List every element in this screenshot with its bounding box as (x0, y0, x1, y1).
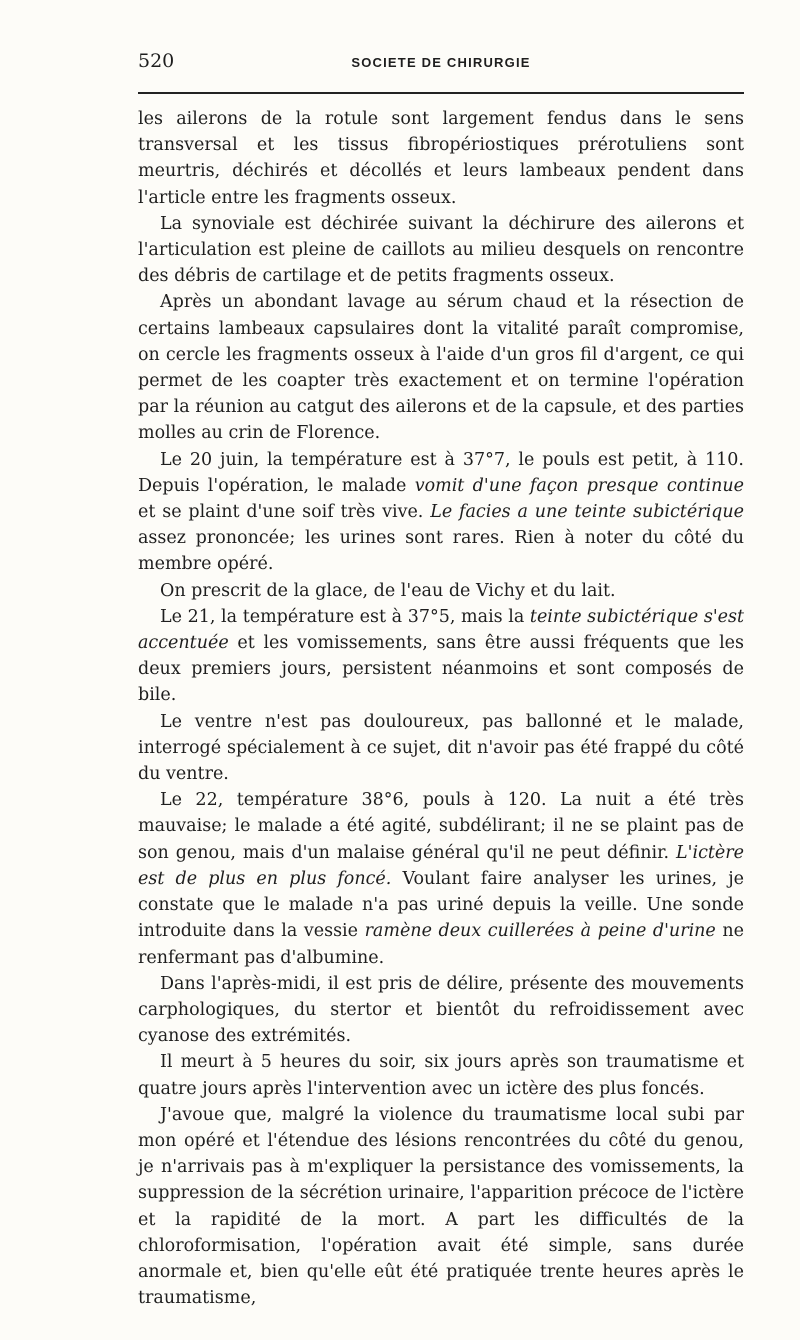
text-segment: J'avoue que, malgré la violence du traumatisme local subi par mon opéré et l'étendue des lésions rencontrées du côté du genou, je n'arrivais pas à m'expliquer la persistance des vomissements, la suppression de la sécrétion urinaire, l'apparition précoce de l'ictère et la rapidité de la mort. A part les difficultés de la chloroformisation, l'opération avait été simple, sans durée anormale et, bien qu'elle eût été pratiquée trente heures après le traumatisme, (138, 1104, 744, 1309)
paragraph (138, 106, 744, 211)
text-segment: ne renfermant pas d'albumine. (138, 921, 744, 968)
paragraph (138, 578, 744, 604)
page-number: 520 (138, 50, 175, 72)
text-segment: les ailerons de la rotule sont largement fendus dans le sens transversal et les tissus fibropériostiques prérotuliens sont meurtris, déchirés et décollés et leurs lambeaux pendent dans l'article entre les fragments osseux. (138, 109, 744, 208)
text-segment: Dans l'après-midi, il est pris de délire, présente des mouvements carphologiques, du stertor et bientôt du refroidissement avec cyanose des extrémités. (138, 973, 744, 1047)
running-head (138, 50, 744, 80)
text-segment: Il meurt à 5 heures du soir, six jours après son traumatisme et quatre jours après l'intervention avec un ictère des plus foncés. (138, 1052, 744, 1099)
paragraph (138, 1102, 744, 1312)
body-text (138, 106, 744, 1311)
text-segment: assez prononcée; les urines sont rares. Rien à noter du côté du membre opéré. (138, 528, 744, 575)
text-segment: et les vomissements, sans être aussi fréquents que les deux premiers jours, persistent néanmoins et sont composés de bile. (138, 633, 744, 706)
paragraph (138, 971, 744, 1050)
italic-text: Le facies a une teinte subictérique (430, 502, 744, 523)
paragraph (138, 709, 744, 788)
italic-text: teinte subictérique s'est accentuée (138, 606, 744, 654)
book-page (138, 50, 744, 1311)
paragraph (138, 447, 744, 578)
header-rule (138, 92, 744, 94)
paragraph (138, 787, 744, 970)
text-segment: Le 21, la température est à 37°5, mais la (160, 606, 530, 627)
text-segment: Le ventre n'est pas douloureux, pas ballonné et le malade, interrogé spécialement à ce sujet, dit n'avoir pas été frappé du côté du ventre. (138, 711, 744, 785)
text-segment: et se plaint d'une soif très vive. (138, 502, 431, 523)
text-segment: Le 22, température 38°6, pouls à 120. La nuit a été très mauvaise; le malade a été agité, subdélirant; il ne se plaint pas de son genou, mais d'un malaise général qu'il ne peut définir. (138, 790, 744, 863)
text-segment: Le 20 juin, la température est à 37°7, le pouls est petit, à 110. Depuis l'opération, le malade (138, 449, 744, 496)
text-segment: Après un abondant lavage au sérum chaud et la résection de certains lambeaux capsulaires dont la vitalité paraît compromise, on cercle les fragments osseux à l'aide d'un gros fil d'argent, ce qui permet de les coapter très exactement et on termine l'opération par la réunion au catgut des ailerons et de la capsule, et des parties molles au crin de Florence. (138, 292, 744, 444)
paragraph (138, 604, 744, 709)
paragraph (138, 211, 744, 290)
italic-text: L'ictère est de plus en plus foncé. (138, 842, 744, 889)
paragraph (138, 289, 744, 446)
text-segment: Voulant faire analyser les urines, je constate que le malade n'a pas uriné depuis la veille. Une sonde introduite dans la vessie (138, 868, 744, 942)
italic-text: ramène deux cuillerées à peine d'urine (364, 921, 716, 942)
running-title: SOCIETE DE CHIRURGIE (351, 55, 531, 70)
text-segment: La synoviale est déchirée suivant la déchirure des ailerons et l'articulation est pleine de caillots au milieu desquels on rencontre des débris de cartilage et de petits fragments osseux. (138, 213, 744, 287)
paragraph (138, 1049, 744, 1101)
text-segment: On prescrit de la glace, de l'eau de Vichy et du lait. (160, 580, 616, 601)
italic-text: vomit d'une façon presque continue (414, 475, 745, 496)
